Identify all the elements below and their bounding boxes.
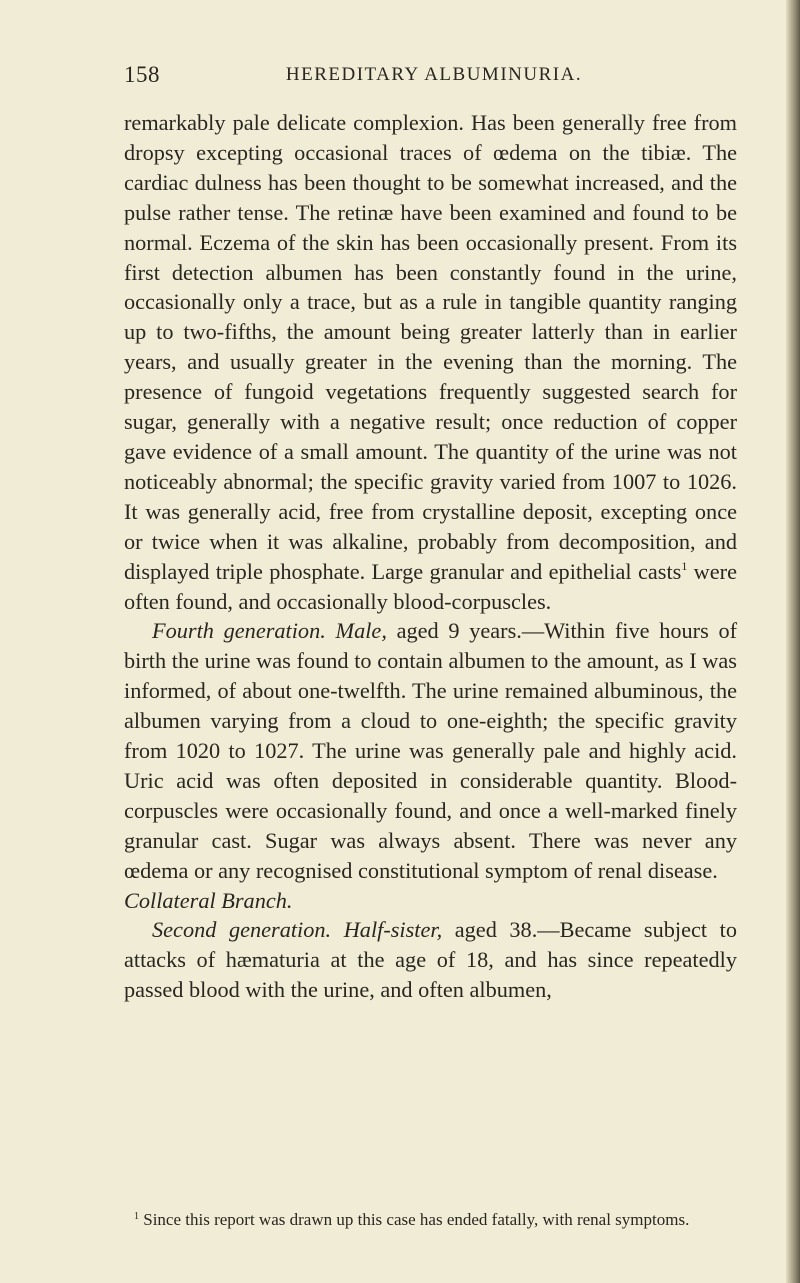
- generation-label: Second generation.: [152, 917, 332, 943]
- paragraph-fourth-generation: [124, 616, 737, 885]
- paragraph-text: aged 38.—Became subject to attacks of hæmaturia at the age of 18, and has since repeatedly passed blood with the urine, and often albumen,: [124, 917, 737, 1003]
- body-text: [124, 108, 737, 1005]
- paragraph-text: aged 9 years.—Within five hours of birth the urine was found to contain albumen to the amount, as I was informed, of about one-twelfth. The urine remained albuminous, the albumen varying from a cloud to one-eighth; the specific gravity from 1020 to 1027. The urine was generally pale and highly acid. Uric acid was often deposited in considerable quantity. Blood-corpuscles were occasionally found, and once a well-marked finely granular cast. Sugar was always absent. There was never any œdema or any recognised constitutional symptom of renal disease.: [124, 618, 738, 883]
- paragraph-second-generation: [124, 915, 737, 1005]
- page-number: 158: [124, 62, 160, 87]
- footnote-text: Since this report was drawn up this case has ended fatally, with renal symptoms.: [139, 1210, 690, 1229]
- paragraph-text: remarkably pale delicate complexion. Has been generally free from dropsy excepting occasional traces of œdema on the tibiæ. The cardiac dulness has been thought to be somewhat increased, and the pulse rather tense. The retinæ have been examined and found to be normal. Eczema of the skin has been occasionally present. From its first detection albumen has been constantly found in the urine, occasionally only a trace, but as a rule in tangible quantity ranging up to two-fifths, the amount being greater latterly than in earlier years, and usually greater in the evening than the morning. The presence of fungoid vegetations frequently suggested search for sugar, generally with a negative result; once reduction of copper gave evidence of a small amount. The quantity of the urine was not noticeably abnormal; the specific gravity varied from 1007 to 1026. It was generally acid, free from crystalline deposit, excepting once or twice when it was alkaline, probably from decomposition, and displayed triple phosphate. Large granular and epithelial casts: [124, 110, 737, 584]
- footnote-reference: 1: [681, 558, 688, 573]
- page-header: [124, 62, 744, 92]
- person-label: Half-sister,: [343, 917, 443, 943]
- footnote-mark: 1: [134, 1211, 139, 1222]
- paragraph-text: were often found, and occasionally blood-corpuscles.: [124, 558, 737, 614]
- paragraph-continuation: [124, 108, 737, 616]
- running-head: HEREDITARY ALBUMINURIA.: [285, 64, 583, 85]
- footnote: [124, 1208, 737, 1231]
- person-label: Male,: [335, 618, 387, 644]
- generation-label: Fourth generation.: [152, 618, 326, 644]
- page-edge-shadow: [786, 0, 800, 1283]
- section-heading: Collateral Branch.: [124, 887, 293, 913]
